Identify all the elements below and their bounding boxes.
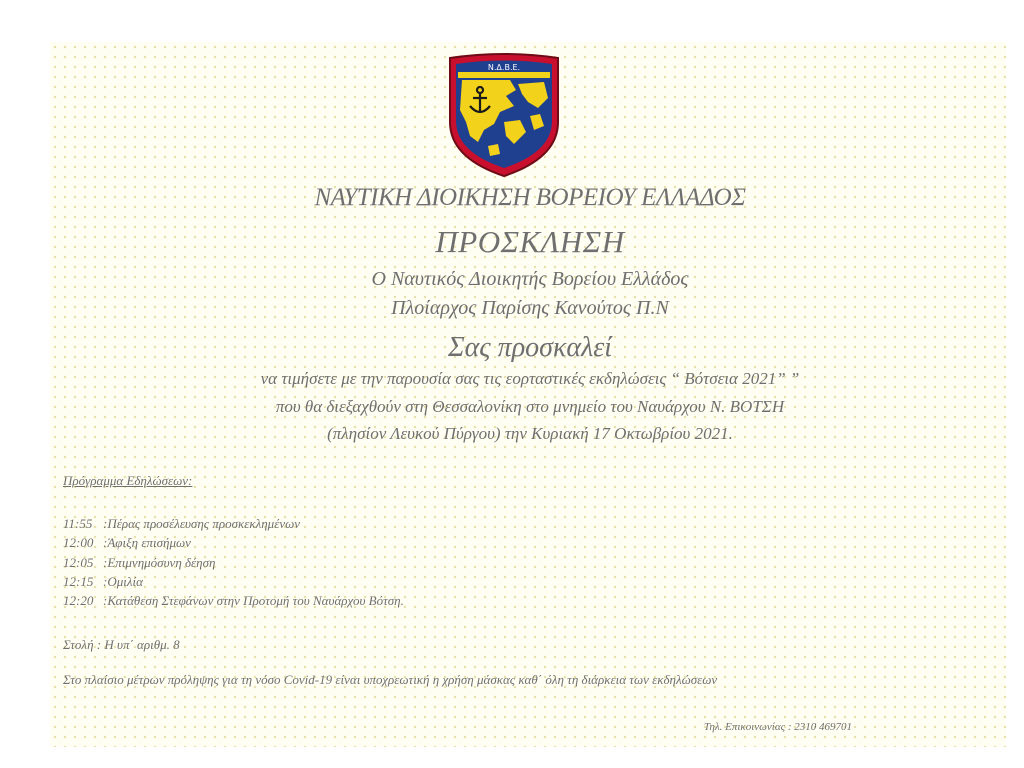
schedule-event: :Επιμνημόσυνη δέηση — [103, 554, 216, 570]
invites-line: Σας προσκαλεί — [447, 332, 613, 363]
schedule-time: 12:00 — [63, 535, 94, 551]
schedule-event: :Ομιλία — [103, 573, 143, 589]
commander-name: Πλοίαρχος Παρίσης Κανούτος Π.Ν — [391, 297, 669, 319]
schedule-item — [63, 514, 404, 533]
schedule-item — [63, 553, 404, 572]
schedule-time: 12:05 — [63, 554, 94, 570]
body-line-1: να τιμήσετε με την παρουσία σας τις εορταστικές εκδηλώσεις “ Βότσεια 2021” ” — [260, 369, 800, 388]
organization-name: ΝΑΥΤΙΚΗ ΔΙΟΙΚΗΣΗ ΒΟΡΕΙΟΥ ΕΛΛΑΔΟΣ — [314, 184, 746, 211]
schedule-item — [63, 591, 404, 610]
contact-phone: Τηλ. Επικοινωνίας : 2310 469701 — [703, 721, 852, 733]
emblem-abbreviation: Ν.Δ.Β.Ε. — [487, 63, 521, 72]
commander-role: Ο Ναυτικός Διοικητής Βορείου Ελλάδος — [371, 268, 689, 290]
schedule-list — [63, 514, 404, 610]
schedule-time: 11:55 — [63, 516, 93, 531]
body-line-3: (πλησίον Λευκού Πύργου) την Κυριακή 17 Οκτωβρίου 2021. — [327, 424, 733, 443]
schedule-item — [63, 533, 404, 552]
schedule-event: :Πέρας προσέλευσης προσκεκλημένων — [103, 516, 301, 531]
body-line-2: που θα διεξαχθούν στη Θεσσαλονίκη στο μνημείο του Ναυάρχου Ν. ΒΟΤΣΗ — [275, 397, 785, 416]
schedule-event: :Κατάθεση Στεφάνων στην Προτομή του Ναυάρχου Βότση. — [103, 593, 404, 609]
schedule-item — [63, 572, 404, 591]
invitation-title: ΠΡΟΣΚΛΗΣΗ — [435, 224, 625, 259]
uniform-note: Στολή : Η υπ΄ αριθμ. 8 — [63, 637, 180, 652]
schedule-time: 12:15 — [63, 573, 94, 589]
schedule-time: 12:20 — [63, 593, 94, 609]
covid-notice: Στο πλαίσιο μέτρων πρόληψης για τη νόσο Covid-19 είναι υποχρεωτική η χρήση μάσκας καθ΄ όλη τη διάρκεια των εκδηλώσεων — [63, 672, 718, 687]
navy-command-emblem — [440, 50, 568, 178]
schedule-title: Πρόγραμμα Εδηλώσεων: — [63, 473, 193, 488]
schedule-event: :Άφιξη επισήμων — [103, 535, 191, 551]
